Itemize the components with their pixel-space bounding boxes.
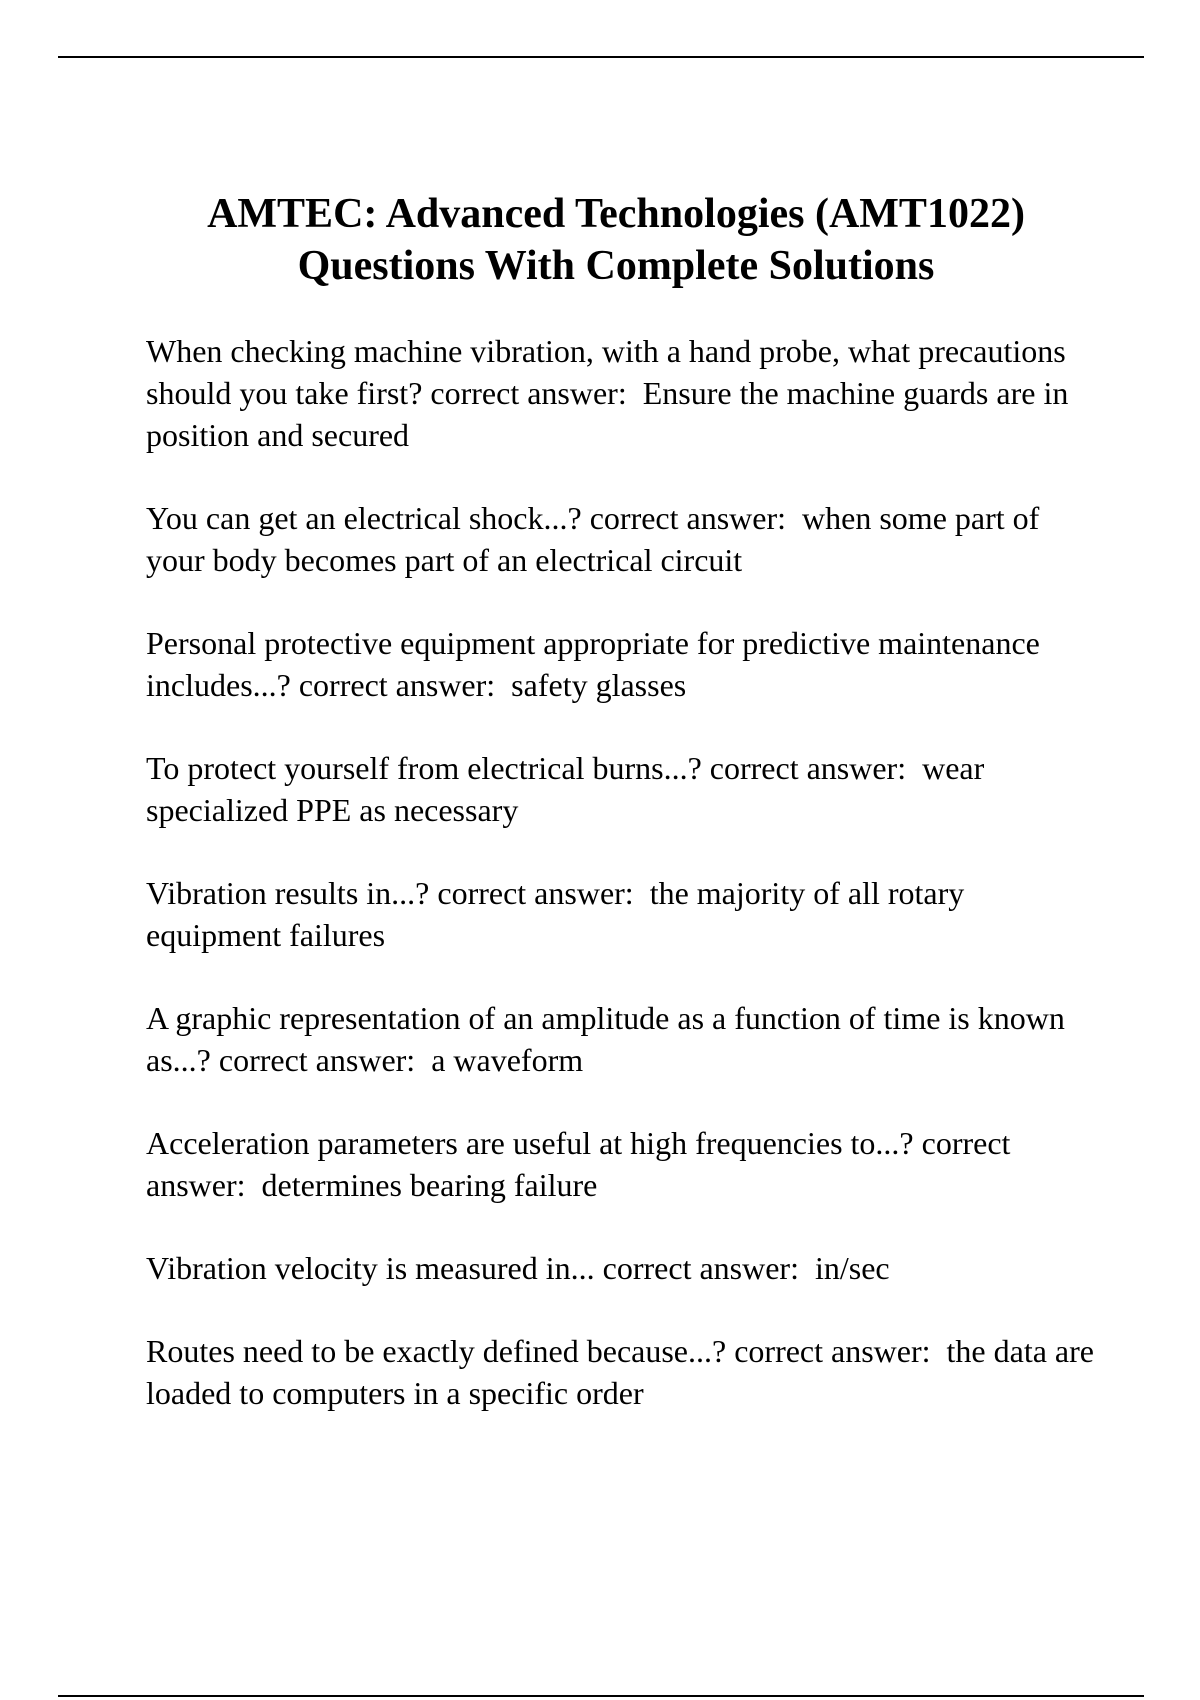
qa-item (146, 622, 1096, 706)
question-text: A graphic representation of an amplitude as a function of time is known as...? (146, 1000, 1073, 1078)
title-line-1: AMTEC: Advanced Technologies (AMT1022) (207, 191, 1025, 237)
answer-label: correct answer: (146, 1125, 1019, 1203)
answer-text: when some part of your body becomes part of an electrical circuit (146, 500, 1048, 578)
qa-list (146, 330, 1102, 1455)
answer-label: correct answer: (734, 1333, 931, 1369)
top-divider (58, 56, 1144, 58)
answer-text: the data are loaded to computers in a specific order (146, 1333, 1102, 1411)
answer-text: the majority of all rotary equipment failures (146, 875, 973, 953)
answer-label: correct answer: (602, 1250, 799, 1286)
document-title (0, 188, 1200, 292)
qa-item (146, 497, 1096, 581)
answer-label: correct answer: (437, 875, 634, 911)
question-text: Vibration velocity is measured in... (146, 1250, 595, 1286)
answer-label: correct answer: (218, 1042, 416, 1078)
question-text: Routes need to be exactly defined because...? (146, 1333, 727, 1369)
question-text: Personal protective equipment appropriate for predictive maintenance includes...? (146, 625, 1048, 703)
answer-text: a waveform (431, 1042, 584, 1078)
answer-text: Ensure the machine guards are in position and secured (146, 375, 1077, 453)
answer-label: correct answer: (709, 750, 907, 786)
title-line-2: Questions With Complete Solutions (297, 243, 935, 289)
question-text: When checking machine vibration, with a hand probe, what precautions should you take first? (146, 333, 1074, 411)
qa-item (146, 747, 1096, 831)
answer-text: safety glasses (511, 667, 687, 703)
question-text: Acceleration parameters are useful at high frequencies to...? (146, 1125, 914, 1161)
qa-item (146, 1122, 1096, 1206)
answer-text: wear specialized PPE as necessary (146, 750, 993, 828)
answer-label: correct answer: (589, 500, 787, 536)
qa-item (146, 872, 1096, 956)
qa-item (146, 997, 1096, 1081)
qa-item (146, 1247, 1096, 1289)
answer-text: in/sec (814, 1250, 890, 1286)
question-text: Vibration results in...? (146, 875, 430, 911)
bottom-divider (58, 1695, 1144, 1697)
qa-item (146, 330, 1096, 456)
answer-label: correct answer: (298, 667, 496, 703)
qa-item (146, 1330, 1102, 1414)
answer-label: correct answer: (430, 375, 627, 411)
question-text: You can get an electrical shock...? (146, 500, 582, 536)
question-text: To protect yourself from electrical burns...? (146, 750, 702, 786)
answer-text: determines bearing failure (261, 1167, 598, 1203)
